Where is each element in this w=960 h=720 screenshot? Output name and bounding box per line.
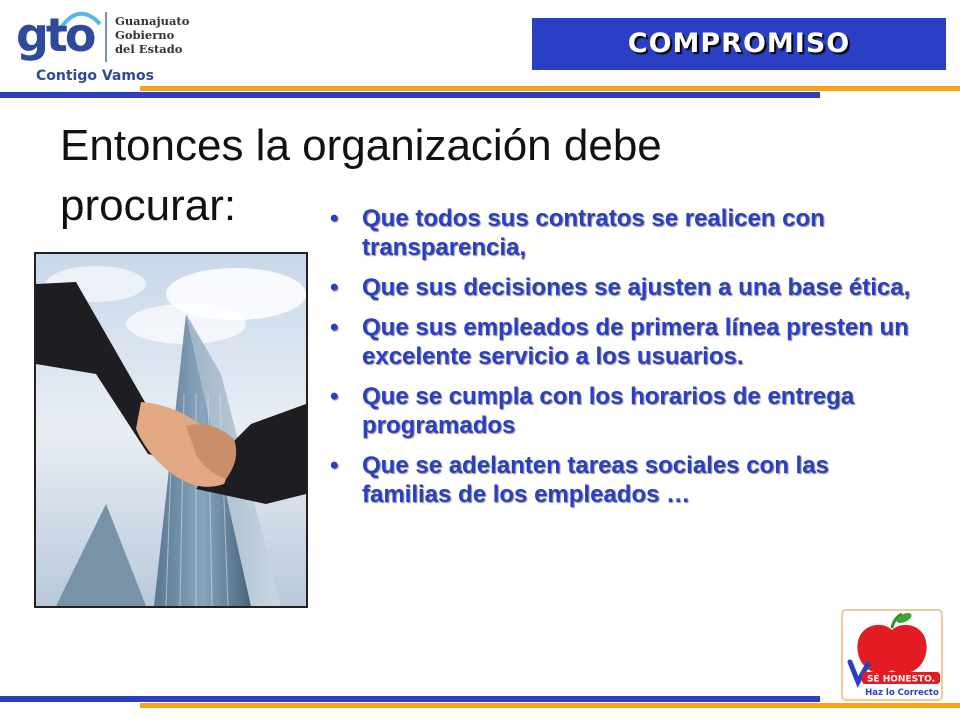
bullet-text: Que sus empleados de primera línea presten un excelente servicio a los usuarios. — [362, 314, 909, 370]
slide-title: Entonces la organización debe procurar: — [60, 121, 662, 230]
logo-government-name: Guanajuato Gobierno del Estado — [115, 14, 190, 56]
handshake-photo — [34, 252, 308, 608]
bullet-marker: • — [330, 383, 339, 410]
bullet-marker: • — [330, 205, 339, 232]
list-item — [322, 451, 912, 509]
logo-motto: Contigo Vamos — [36, 68, 154, 84]
bullet-text: Que todos sus contratos se realicen con transparencia, — [362, 205, 825, 261]
list-item — [322, 382, 912, 440]
bullet-marker: • — [330, 452, 339, 479]
section-tab-label: COMPROMISO — [627, 28, 851, 59]
honesty-apple-logo — [840, 608, 944, 702]
gto-logo — [12, 2, 212, 90]
logo-wordmark: gto — [16, 8, 94, 62]
bottom-blue-rule — [0, 696, 820, 702]
logo-divider — [105, 12, 107, 62]
badge-line-1: SÉ HONESTO. — [866, 674, 936, 685]
list-item — [322, 313, 912, 371]
bullet-marker: • — [330, 274, 339, 301]
section-tab — [532, 18, 946, 70]
top-orange-rule — [140, 86, 960, 91]
badge-line-2: Haz lo Correcto — [865, 688, 939, 698]
bullet-text: Que se adelanten tareas sociales con las familias de los empleados … — [362, 452, 829, 508]
bullet-list — [322, 204, 912, 520]
bottom-orange-rule — [140, 703, 960, 708]
list-item — [322, 273, 912, 302]
bullet-text: Que sus decisiones se ajusten a una base ética, — [362, 274, 911, 301]
bullet-marker: • — [330, 314, 339, 341]
top-blue-rule — [0, 92, 820, 98]
list-item — [322, 204, 912, 262]
handshake-skyscraper-image — [36, 254, 306, 606]
bullet-text: Que se cumpla con los horarios de entrega programados — [362, 383, 855, 439]
